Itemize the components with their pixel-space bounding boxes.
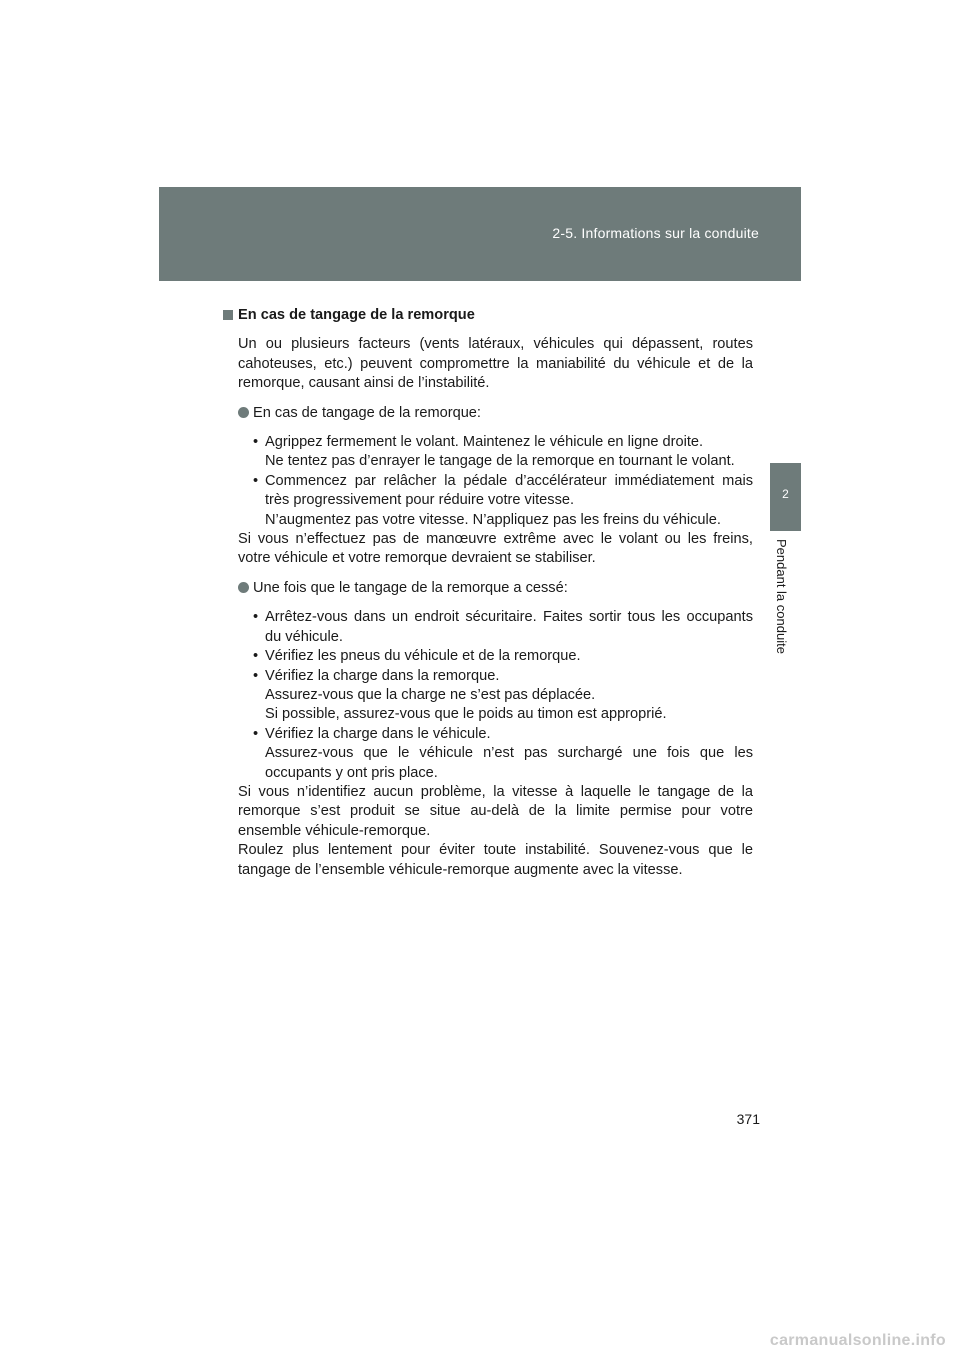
intro-paragraph: Un ou plusieurs facteurs (vents latéraux, véhicules qui dépassent, routes cahoteuses, etc.) peuvent compromettre la maniabilité du véhicule et de la remorque, causant ainsi de l’instabilité. — [238, 336, 753, 392]
list-item — [253, 667, 753, 725]
section-header-band — [159, 187, 801, 281]
list-item-line: Vérifiez les pneus du véhicule et de la remorque. — [265, 648, 581, 665]
list-item-line: N’augmentez pas votre vitesse. N’appliquez pas les freins du véhicule. — [265, 511, 721, 528]
list-item-line: Assurez-vous que le véhicule n’est pas surchargé une fois que les occupants y ont pris place. — [265, 745, 753, 781]
list-item-line: Ne tentez pas d’enrayer le tangage de la remorque en tournant le volant. — [265, 453, 735, 470]
list-item-line: Arrêtez-vous dans un endroit sécuritaire. Faites sortir tous les occupants du véhicule. — [265, 609, 753, 645]
list-item — [253, 725, 753, 783]
during-sway-list — [253, 433, 753, 530]
bullet-dot: • — [253, 472, 259, 489]
during-sway-title — [253, 404, 753, 423]
page-number: 371 — [736, 1111, 760, 1127]
watermark: carmanualsonline.info — [769, 1332, 946, 1349]
after-sway-list — [253, 608, 753, 783]
list-item — [253, 472, 753, 530]
bullet-dot: • — [253, 434, 259, 451]
chapter-label: Pendant la conduite — [774, 539, 789, 654]
after-sway-title-text: Une fois que le tangage de la remorque a cessé: — [253, 579, 568, 596]
during-sway-conclusion: Si vous n’effectuez pas de manœuvre extrême avec le volant ou les freins, votre véhicule et votre remorque devraient se stabiliser. — [238, 531, 753, 567]
section-title: 2-5. Informations sur la conduite — [552, 225, 759, 241]
list-item-line: Commencez par relâcher la pédale d’accélérateur immédiatement mais très progressivement pour réduire votre vitesse. — [265, 472, 753, 509]
circle-bullet-icon — [238, 407, 249, 418]
bullet-dot: • — [253, 648, 259, 665]
during-sway-title-text: En cas de tangage de la remorque: — [253, 404, 481, 421]
chapter-tab — [770, 463, 801, 531]
square-bullet-icon — [223, 310, 233, 320]
list-item-line: Vérifiez la charge dans le véhicule. — [265, 725, 491, 742]
after-sway-title — [253, 579, 753, 598]
list-item-line: Agrippez fermement le volant. Maintenez le véhicule en ligne droite. — [265, 434, 704, 451]
circle-bullet-icon — [238, 582, 249, 593]
bullet-dot: • — [253, 725, 259, 742]
bullet-dot: • — [253, 609, 259, 626]
bullet-dot: • — [253, 667, 259, 684]
page-content — [238, 306, 753, 880]
list-item — [253, 433, 753, 472]
chapter-number: 2 — [782, 487, 789, 501]
section-heading-text: En cas de tangage de la remorque — [238, 307, 475, 323]
list-item-line: Si possible, assurez-vous que le poids au timon est approprié. — [265, 706, 667, 723]
list-item-line: Vérifiez la charge dans la remorque. — [265, 667, 500, 684]
after-sway-conclusion: Si vous n’identifiez aucun problème, la vitesse à laquelle le tangage de la remorque s’est produit se situe au-delà de la limite permise pour votre ensemble véhicule-remorque. — [238, 783, 753, 839]
list-item-line: Assurez-vous que la charge ne s’est pas déplacée. — [265, 686, 596, 703]
after-sway-advice: Roulez plus lentement pour éviter toute instabilité. Souvenez-vous que le tangage de l’ensemble véhicule-remorque augmente avec la vitesse. — [238, 842, 753, 878]
list-item — [253, 608, 753, 647]
section-heading — [238, 306, 753, 325]
list-item — [253, 647, 753, 666]
